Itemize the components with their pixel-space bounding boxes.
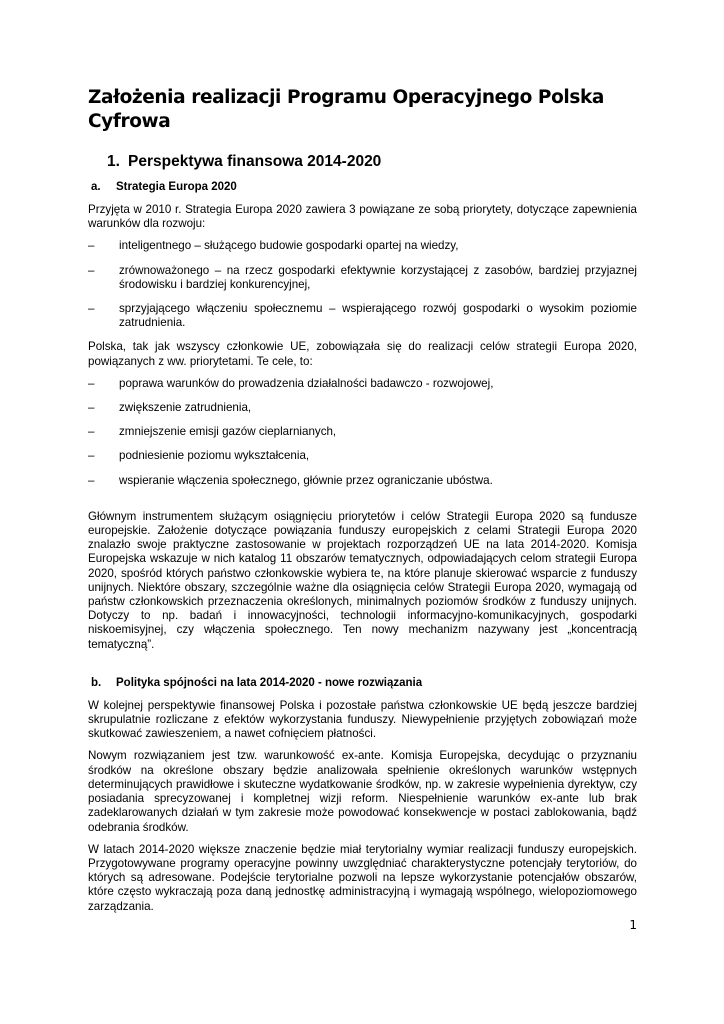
subsection-heading-a [91, 180, 637, 195]
dash-bullet: – [88, 239, 95, 253]
section-title: Perspektywa finansowa 2014-2020 [128, 153, 382, 170]
page-number: 1 [629, 918, 637, 932]
paragraph-accountability: W kolejnej perspektywie finansowej Polska i pozostałe państwa członkowskie UE będą jeszcze bardziej skrupulatnie rozliczane z efektów wykorzystania funduszy. Niewypełnienie przyjętych zobowiązań może skutkować zawieszeniem, a nawet cofnięciem płatności. [88, 698, 637, 741]
list-item: – zrównoważonego – na rzecz gospodarki efektywnie korzystającej z zasobów, bardziej przyjaznej środowisku i bardziej konkurencyjnej, [88, 263, 637, 291]
dash-bullet: – [88, 263, 95, 277]
list-item: – poprawa warunków do prowadzenia działalności badawczo - rozwojowej, [88, 376, 494, 390]
dash-bullet: – [88, 401, 95, 415]
dash-bullet: – [88, 302, 95, 316]
section-heading-1 [107, 152, 637, 172]
list-item: – wspieranie włączenia społecznego, głównie przez ograniczanie ubóstwa. [88, 473, 493, 487]
dash-bullet: – [88, 376, 95, 390]
document-title: Założenia realizacji Programu Operacyjnego Polska Cyfrowa [88, 87, 604, 132]
subsection-letter: a. [91, 181, 101, 193]
list-item: – zmniejszenie emisji gazów cieplarnianych, [88, 425, 337, 439]
subsection-letter: b. [91, 676, 102, 689]
subsection-title: Strategia Europa 2020 [116, 181, 237, 193]
goals-list [88, 377, 637, 488]
dash-bullet: – [88, 449, 95, 463]
list-item: – inteligentnego – służącego budowie gospodarki opartej na wiedzy, [88, 239, 459, 253]
list-item: – zwiększenie zatrudnienia, [88, 401, 252, 415]
subsection-heading-b [91, 676, 637, 691]
list-item: – sprzyjającego włączeniu społecznemu – wspierającego rozwój gospodarki o wysokim poziomie zatrudnienia. [88, 302, 637, 330]
section-number: 1. [107, 153, 120, 170]
subsection-title: Polityka spójności na lata 2014-2020 - nowe rozwiązania [116, 676, 423, 689]
dash-bullet: – [88, 425, 95, 439]
document-body [88, 152, 637, 922]
paragraph-poland-commitment: Polska, tak jak wszyscy członkowie UE, zobowiązała się do realizacji celów strategii Europa 2020, powiązanych z ww. priorytetami. Te cele, to: [88, 340, 637, 368]
paragraph-intro: Przyjęta w 2010 r. Strategia Europa 2020 zawiera 3 powiązane ze sobą priorytety, dotyczące zapewnienia warunków dla rozwoju: [88, 203, 637, 231]
paragraph-ex-ante: Nowym rozwiązaniem jest tzw. warunkowość ex-ante. Komisja Europejska, decydując o przyznaniu środków na określone obszary będzie analizowała spełnienie określonych warunków wstępnych determinujących prawidłowe i skuteczne wydatkowanie środków, np. w zakresie wypełnienia dyrektyw, czy posiadania sprecyzowanej i kompletnej wizji reform. Niespełnienie warunków ex-ante lub brak zadeklarowanych działań w tym zakresie może powodować konsekwencje w postaci zablokowania, bądź odebrania środków. [88, 749, 637, 834]
dash-bullet: – [88, 473, 95, 487]
paragraph-funds: Głównym instrumentem służącym osiągnięciu priorytetów i celów Strategii Europa 2020 są fundusze europejskie. Założenie dotyczące powiązania funduszy europejskich z celami Strategii Europa 2020 znalazło swoje praktyczne zastosowanie w projektach rozporządzeń UE na lata 2014-2020. Komisja Europejska wskazuje w nich katalog 11 obszarów tematycznych, odpowiadających celom strategii Europa 2020, spośród których państwo członkowskie wybiera te, na które planuje skierować wsparcie z funduszy unijnych. Niektóre obszary, szczególnie ważne dla osiągnięcia celów Strategii Europa 2020, wymagają od państw członkowskich przeznaczenia określonych, minimalnych poziomów środków z funduszy unijnych. Dotyczy to np. badań i innowacyjności, technologii informacyjno-komunikacyjnych, gospodarki niskoemisyjnej, czy włączenia społecznego. Ten nowy mechanizm nazywany jest „koncentracją tematyczną”. [88, 509, 637, 651]
list-item: – podniesienie poziomu wykształcenia, [88, 449, 310, 463]
priorities-list [88, 239, 637, 330]
paragraph-territorial: W latach 2014-2020 większe znaczenie będzie miał terytorialny wymiar realizacji funduszy europejskich. Przygotowywane programy operacyjne powinny uwzględniać charakterystyczne potencjały terytoriów, do których są adresowane. Podejście terytorialne pozwoli na lepsze wykorzystanie potencjałów obszarów, które często wykraczają poza daną jednostkę administracyjną i wymagają wspólnego, wielopoziomowego zarządzania. [88, 842, 637, 913]
